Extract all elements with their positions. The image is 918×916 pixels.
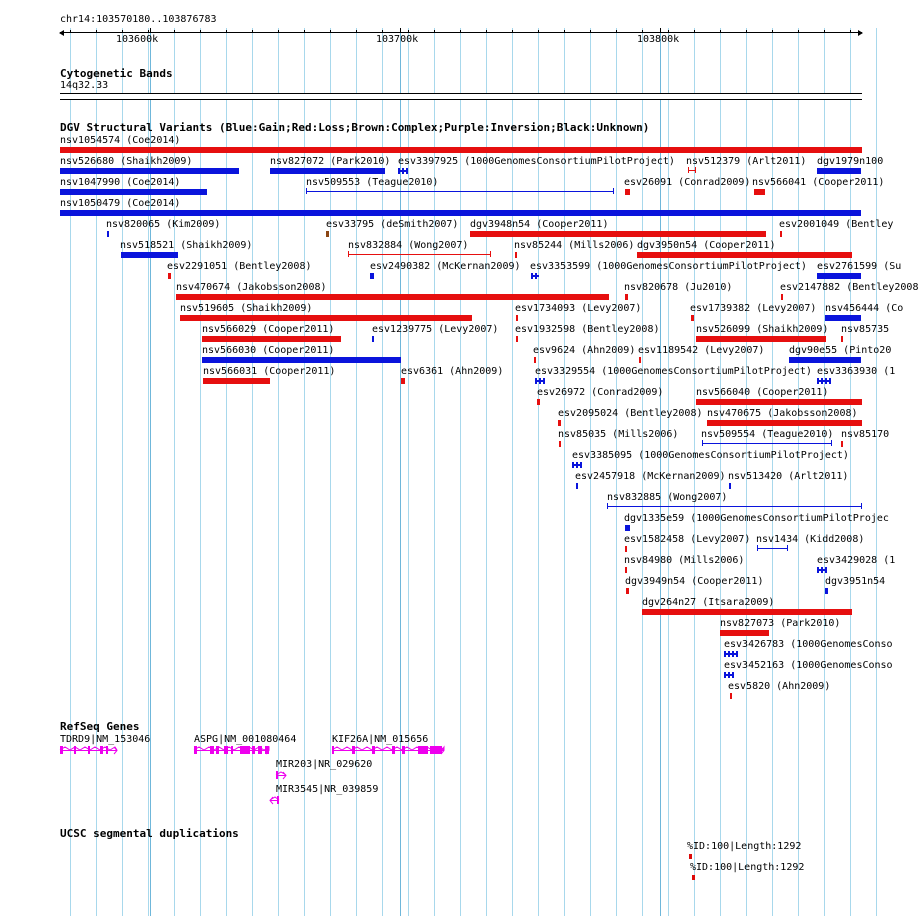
- variant-label: nsv513420 (Arlt2011): [728, 471, 849, 482]
- variant-span-line[interactable]: [348, 254, 491, 255]
- variant-label: esv2291051 (Bentley2008): [167, 261, 312, 272]
- gene-exon: [276, 771, 278, 779]
- variant-label: dgv90e55 (Pinto20: [789, 345, 892, 356]
- variant-bar[interactable]: [841, 441, 843, 447]
- variant-bar[interactable]: [626, 588, 629, 594]
- ruler-tick: [434, 30, 435, 33]
- ruler-axis[interactable]: [60, 30, 862, 46]
- ruler-tick: [70, 30, 71, 33]
- variant-multi-glyph[interactable]: [817, 567, 827, 573]
- ruler-tick-label: 103700k: [376, 34, 419, 45]
- variant-label: esv33795 (deSmith2007): [326, 219, 459, 230]
- variant-label: nsv1047990 (Coe2014): [60, 177, 181, 188]
- variant-label: esv2095024 (Bentley2008): [558, 408, 703, 419]
- ruler-tick: [746, 30, 747, 33]
- variant-label: esv5820 (Ahn2009): [728, 681, 831, 692]
- variant-label: nsv566029 (Cooper2011): [202, 324, 335, 335]
- variant-label: nsv509554 (Teague2010): [701, 429, 834, 440]
- variant-span-end: [490, 251, 491, 257]
- variant-label: esv3397925 (1000GenomesConsortiumPilotProject): [398, 156, 675, 167]
- gene-exon: [60, 746, 63, 754]
- variant-label: nsv456444 (Co: [825, 303, 904, 314]
- variant-label: nsv832884 (Wong2007): [348, 240, 469, 251]
- variant-span-end: [831, 440, 832, 446]
- segdup-bar[interactable]: [689, 854, 692, 859]
- variant-bar[interactable]: [121, 252, 178, 258]
- ruler-tick: [200, 30, 201, 33]
- variant-bar[interactable]: [176, 294, 609, 300]
- variant-bar[interactable]: [841, 336, 843, 342]
- variant-label: nsv1434 (Kidd2008): [756, 534, 865, 545]
- variant-label: esv3329554 (1000GenomesConsortiumPilotProject): [535, 366, 812, 377]
- ruler-tick: [564, 30, 565, 33]
- variant-bar[interactable]: [696, 399, 862, 405]
- variant-bar[interactable]: [60, 147, 862, 153]
- ruler-tick: [486, 30, 487, 33]
- variant-multi-block: [728, 651, 730, 657]
- variant-label: esv1189542 (Levy2007): [638, 345, 765, 356]
- variant-label: esv6361 (Ahn2009): [401, 366, 504, 377]
- variant-bar[interactable]: [326, 231, 329, 237]
- variant-label: esv26091 (Conrad2009): [624, 177, 751, 188]
- variant-label: dgv264n27 (Itsara2009): [642, 597, 775, 608]
- ruler-tick: [122, 30, 123, 33]
- gene-exon: [252, 746, 255, 754]
- variant-span-line[interactable]: [306, 191, 614, 192]
- variant-label: nsv512379 (Arlt2011): [686, 156, 807, 167]
- variant-span-end: [787, 545, 788, 551]
- variant-span-end: [757, 545, 758, 551]
- variant-label: nsv509553 (Teague2010): [306, 177, 439, 188]
- variant-label: dgv3948n54 (Cooper2011): [470, 219, 609, 230]
- ruler-tick: [694, 30, 695, 33]
- variant-label: dgv3950n54 (Cooper2011): [637, 240, 776, 251]
- gene-exon: [240, 746, 250, 754]
- variant-multi-block: [535, 378, 537, 384]
- variant-bar[interactable]: [516, 336, 518, 342]
- ruler-tick: [590, 30, 591, 33]
- segdup-bar[interactable]: [692, 875, 695, 880]
- gene-exon: [210, 746, 214, 754]
- variant-multi-block: [724, 672, 726, 678]
- variant-bar[interactable]: [370, 273, 374, 279]
- variant-bar[interactable]: [817, 273, 861, 279]
- variant-bar[interactable]: [537, 399, 540, 405]
- variant-label: nsv566031 (Cooper2011): [203, 366, 336, 377]
- ruler-tick: [356, 30, 357, 33]
- variant-bar[interactable]: [470, 231, 766, 237]
- variant-bar[interactable]: [825, 588, 828, 594]
- variant-bar[interactable]: [203, 378, 270, 384]
- variant-label: nsv827073 (Park2010): [720, 618, 841, 629]
- ruler-tick-label: 103800k: [637, 34, 680, 45]
- variant-label: esv2457918 (McKernan2009): [575, 471, 726, 482]
- variant-bar[interactable]: [696, 336, 826, 342]
- ruler-tick: [798, 30, 799, 33]
- gene-exon: [231, 746, 233, 754]
- variant-multi-block: [829, 378, 831, 384]
- ruler-tick: [668, 30, 669, 33]
- variant-bar[interactable]: [625, 525, 630, 531]
- variant-label: nsv820678 (Ju2010): [624, 282, 733, 293]
- variant-label: nsv566040 (Cooper2011): [696, 387, 829, 398]
- ruler-major-tick: [400, 28, 401, 33]
- variant-label: nsv85035 (Mills2006): [558, 429, 679, 440]
- variant-label: esv2147882 (Bentley2008: [780, 282, 918, 293]
- variant-bar[interactable]: [720, 630, 769, 636]
- variant-bar[interactable]: [825, 315, 861, 321]
- variant-bar[interactable]: [781, 294, 783, 300]
- ruler-tick: [460, 30, 461, 33]
- variant-label: esv3385095 (1000GenomesConsortiumPilotProject): [572, 450, 849, 461]
- variant-bar[interactable]: [60, 168, 239, 174]
- variant-bar[interactable]: [558, 420, 561, 426]
- variant-multi-block: [543, 378, 545, 384]
- dgv-track-title[interactable]: DGV Structural Variants (Blue:Gain;Red:Loss;Brown:Complex;Purple:Inversion;Black:Unknown): [60, 121, 650, 134]
- gene-exon: [430, 746, 442, 754]
- variant-bar[interactable]: [60, 210, 861, 216]
- variant-label: dgv1335e59 (1000GenomesConsortiumPilotProjec: [624, 513, 889, 524]
- gene-model[interactable]: [268, 794, 287, 806]
- variant-label: nsv832885 (Wong2007): [607, 492, 728, 503]
- gene-exon: [418, 746, 428, 754]
- variant-multi-block: [817, 567, 819, 573]
- variant-bar[interactable]: [637, 252, 852, 258]
- gene-exon: [402, 746, 405, 754]
- variant-span-end: [348, 251, 349, 257]
- gene-exon: [224, 746, 228, 754]
- variant-bar[interactable]: [789, 357, 861, 363]
- variant-span-end: [861, 503, 862, 509]
- variant-bar[interactable]: [534, 357, 536, 363]
- variant-bar[interactable]: [180, 315, 472, 321]
- variant-bar[interactable]: [625, 567, 627, 573]
- ruler-tick: [720, 30, 721, 33]
- variant-multi-block: [531, 273, 533, 279]
- variant-multi-glyph[interactable]: [724, 672, 734, 678]
- variant-label: esv1734093 (Levy2007): [515, 303, 642, 314]
- variant-multi-block: [821, 567, 823, 573]
- variant-bar[interactable]: [270, 168, 385, 174]
- variant-label: esv3353599 (1000GenomesConsortiumPilotProject): [530, 261, 807, 272]
- gene-exon: [106, 746, 108, 754]
- variant-label: nsv85244 (Mills2006): [514, 240, 635, 251]
- variant-label: nsv518521 (Shaikh2009): [120, 240, 253, 251]
- variant-bar[interactable]: [168, 273, 171, 279]
- variant-bar[interactable]: [754, 189, 765, 195]
- variant-label: nsv1054574 (Coe2014): [60, 135, 181, 146]
- refseq-track-title[interactable]: RefSeq Genes: [60, 720, 140, 733]
- variant-label: nsv470674 (Jakobsson2008): [176, 282, 327, 293]
- variant-bar[interactable]: [817, 168, 861, 174]
- variant-multi-block: [580, 462, 582, 468]
- variant-bar[interactable]: [559, 441, 561, 447]
- variant-multi-block: [825, 378, 827, 384]
- ruler-tick: [96, 30, 97, 33]
- variant-span-line[interactable]: [757, 548, 788, 549]
- variant-bar[interactable]: [401, 378, 405, 384]
- variant-multi-glyph[interactable]: [535, 378, 544, 384]
- variant-span-end: [702, 440, 703, 446]
- ruler-major-tick: [660, 28, 661, 33]
- gene-exon: [216, 746, 219, 754]
- variant-multi-block: [821, 378, 823, 384]
- variant-label: esv2490382 (McKernan2009): [370, 261, 521, 272]
- ruler-tick: [226, 30, 227, 33]
- variant-label: esv3429028 (1: [817, 555, 896, 566]
- gene-exon: [392, 746, 395, 754]
- ruler-tick: [616, 30, 617, 33]
- ruler-tick: [148, 30, 149, 33]
- variant-span-end: [695, 167, 696, 173]
- variant-bar[interactable]: [642, 609, 852, 615]
- variant-label: esv1239775 (Levy2007): [372, 324, 499, 335]
- variant-multi-glyph[interactable]: [817, 378, 830, 384]
- variant-span-end: [607, 503, 608, 509]
- variant-label: esv1739382 (Levy2007): [690, 303, 817, 314]
- variant-bar[interactable]: [639, 357, 641, 363]
- variant-bar[interactable]: [515, 252, 517, 258]
- variant-label: esv3363930 (1: [817, 366, 896, 377]
- gene-label: KIF26A|NM_015656: [332, 734, 429, 745]
- gene-exon: [332, 746, 334, 754]
- variant-multi-block: [539, 378, 541, 384]
- variant-bar[interactable]: [707, 420, 862, 426]
- variant-span-line[interactable]: [607, 506, 862, 507]
- variant-multi-block: [736, 651, 738, 657]
- variant-bar[interactable]: [372, 336, 374, 342]
- variant-span-end: [688, 167, 689, 173]
- variant-multi-block: [572, 462, 574, 468]
- variant-label: nsv85735: [841, 324, 890, 335]
- variant-label: esv26972 (Conrad2009): [537, 387, 664, 398]
- variant-multi-block: [402, 168, 404, 174]
- ruler-tick: [408, 30, 409, 33]
- segdup-label: %ID:100|Length:1292: [690, 862, 805, 873]
- ruler-tick: [174, 30, 175, 33]
- ruler-tick: [304, 30, 305, 33]
- variant-label: nsv820065 (Kim2009): [106, 219, 221, 230]
- variant-bar[interactable]: [729, 483, 731, 489]
- variant-multi-block: [732, 672, 734, 678]
- variant-label: dgv3951n54: [825, 576, 886, 587]
- gene-model[interactable]: [192, 744, 277, 756]
- gene-exon: [372, 746, 375, 754]
- ruler-tick: [278, 30, 279, 33]
- variant-multi-block: [406, 168, 408, 174]
- ruler-tick: [772, 30, 773, 33]
- variant-span-line[interactable]: [702, 443, 832, 444]
- gene-exon: [88, 746, 90, 754]
- variant-bar[interactable]: [625, 189, 630, 195]
- variant-label: dgv3949n54 (Cooper2011): [625, 576, 764, 587]
- gene-exon: [352, 746, 355, 754]
- variant-label: nsv84980 (Mills2006): [624, 555, 745, 566]
- variant-label: nsv526680 (Shaikh2009): [60, 156, 193, 167]
- variant-multi-block: [535, 273, 537, 279]
- variant-multi-glyph[interactable]: [398, 168, 408, 174]
- variant-label: esv9624 (Ahn2009): [533, 345, 636, 356]
- variant-label: nsv526099 (Shaikh2009): [696, 324, 829, 335]
- gene-label: TDRD9|NM_153046: [60, 734, 151, 745]
- variant-multi-block: [817, 378, 819, 384]
- gene-model[interactable]: [58, 744, 125, 756]
- gene-exon: [258, 746, 262, 754]
- gene-exon: [277, 796, 279, 804]
- ruler-tick: [642, 30, 643, 33]
- ruler-tick: [330, 30, 331, 33]
- gene-model[interactable]: [330, 744, 452, 756]
- ruler-location: chr14:103570180..103876783: [60, 14, 217, 25]
- ruler-tick: [512, 30, 513, 33]
- ruler-tick-label: 103600k: [116, 34, 159, 45]
- variant-multi-glyph[interactable]: [531, 273, 539, 279]
- variant-bar[interactable]: [107, 231, 109, 237]
- ruler-tick: [538, 30, 539, 33]
- ruler-tick: [382, 30, 383, 33]
- gene-model[interactable]: [274, 769, 294, 781]
- variant-label: esv1582458 (Levy2007): [624, 534, 751, 545]
- ruler-tick: [824, 30, 825, 33]
- variant-bar[interactable]: [576, 483, 578, 489]
- variant-multi-block: [825, 567, 827, 573]
- ruler-tick: [850, 30, 851, 33]
- ruler-tick: [252, 30, 253, 33]
- variant-label: esv3426783 (1000GenomesConso: [724, 639, 893, 650]
- variant-label: esv3452163 (1000GenomesConso: [724, 660, 893, 671]
- segdup-label: %ID:100|Length:1292: [687, 841, 802, 852]
- variant-multi-glyph[interactable]: [724, 651, 738, 657]
- cytoband-track-title[interactable]: Cytogenetic Bands: [60, 67, 173, 80]
- variant-label: nsv1050479 (Coe2014): [60, 198, 181, 209]
- gene-exon: [74, 746, 76, 754]
- gene-exon: [194, 746, 197, 754]
- variant-bar[interactable]: [730, 693, 732, 699]
- cytoband-label: 14q32.33: [60, 80, 109, 91]
- variant-multi-block: [576, 462, 578, 468]
- variant-label: nsv519605 (Shaikh2009): [180, 303, 313, 314]
- variant-label: dgv1979n100: [817, 156, 884, 167]
- variant-label: esv1932598 (Bentley2008): [515, 324, 660, 335]
- variant-multi-block: [732, 651, 734, 657]
- variant-multi-block: [728, 672, 730, 678]
- variant-label: nsv566041 (Cooper2011): [752, 177, 885, 188]
- variant-span-end: [613, 188, 614, 194]
- variant-bar[interactable]: [780, 231, 782, 237]
- variant-multi-glyph[interactable]: [572, 462, 582, 468]
- variant-label: nsv827072 (Park2010): [270, 156, 391, 167]
- variant-bar[interactable]: [625, 546, 627, 552]
- segdup-track-title[interactable]: UCSC segmental duplications: [60, 827, 239, 840]
- variant-bar[interactable]: [516, 315, 518, 321]
- variant-bar[interactable]: [691, 315, 694, 321]
- variant-bar[interactable]: [60, 189, 207, 195]
- variant-bar[interactable]: [202, 336, 341, 342]
- gene-label: MIR3545|NR_039859: [276, 784, 379, 795]
- variant-label: esv2001049 (Bentley: [779, 219, 894, 230]
- gene-exon: [100, 746, 103, 754]
- variant-multi-block: [724, 651, 726, 657]
- variant-bar[interactable]: [202, 357, 401, 363]
- variant-multi-block: [398, 168, 400, 174]
- variant-span-end: [306, 188, 307, 194]
- variant-label: nsv470675 (Jakobsson2008): [707, 408, 858, 419]
- ruler-major-tick: [150, 28, 151, 33]
- cytoband-ideogram[interactable]: [60, 93, 862, 100]
- gene-label: ASPG|NM_001080464: [194, 734, 297, 745]
- variant-label: nsv85170: [841, 429, 890, 440]
- variant-bar[interactable]: [625, 294, 628, 300]
- variant-label: esv2761599 (Su: [817, 261, 902, 272]
- variant-label: nsv566030 (Cooper2011): [202, 345, 335, 356]
- gene-label: MIR203|NR_029620: [276, 759, 373, 770]
